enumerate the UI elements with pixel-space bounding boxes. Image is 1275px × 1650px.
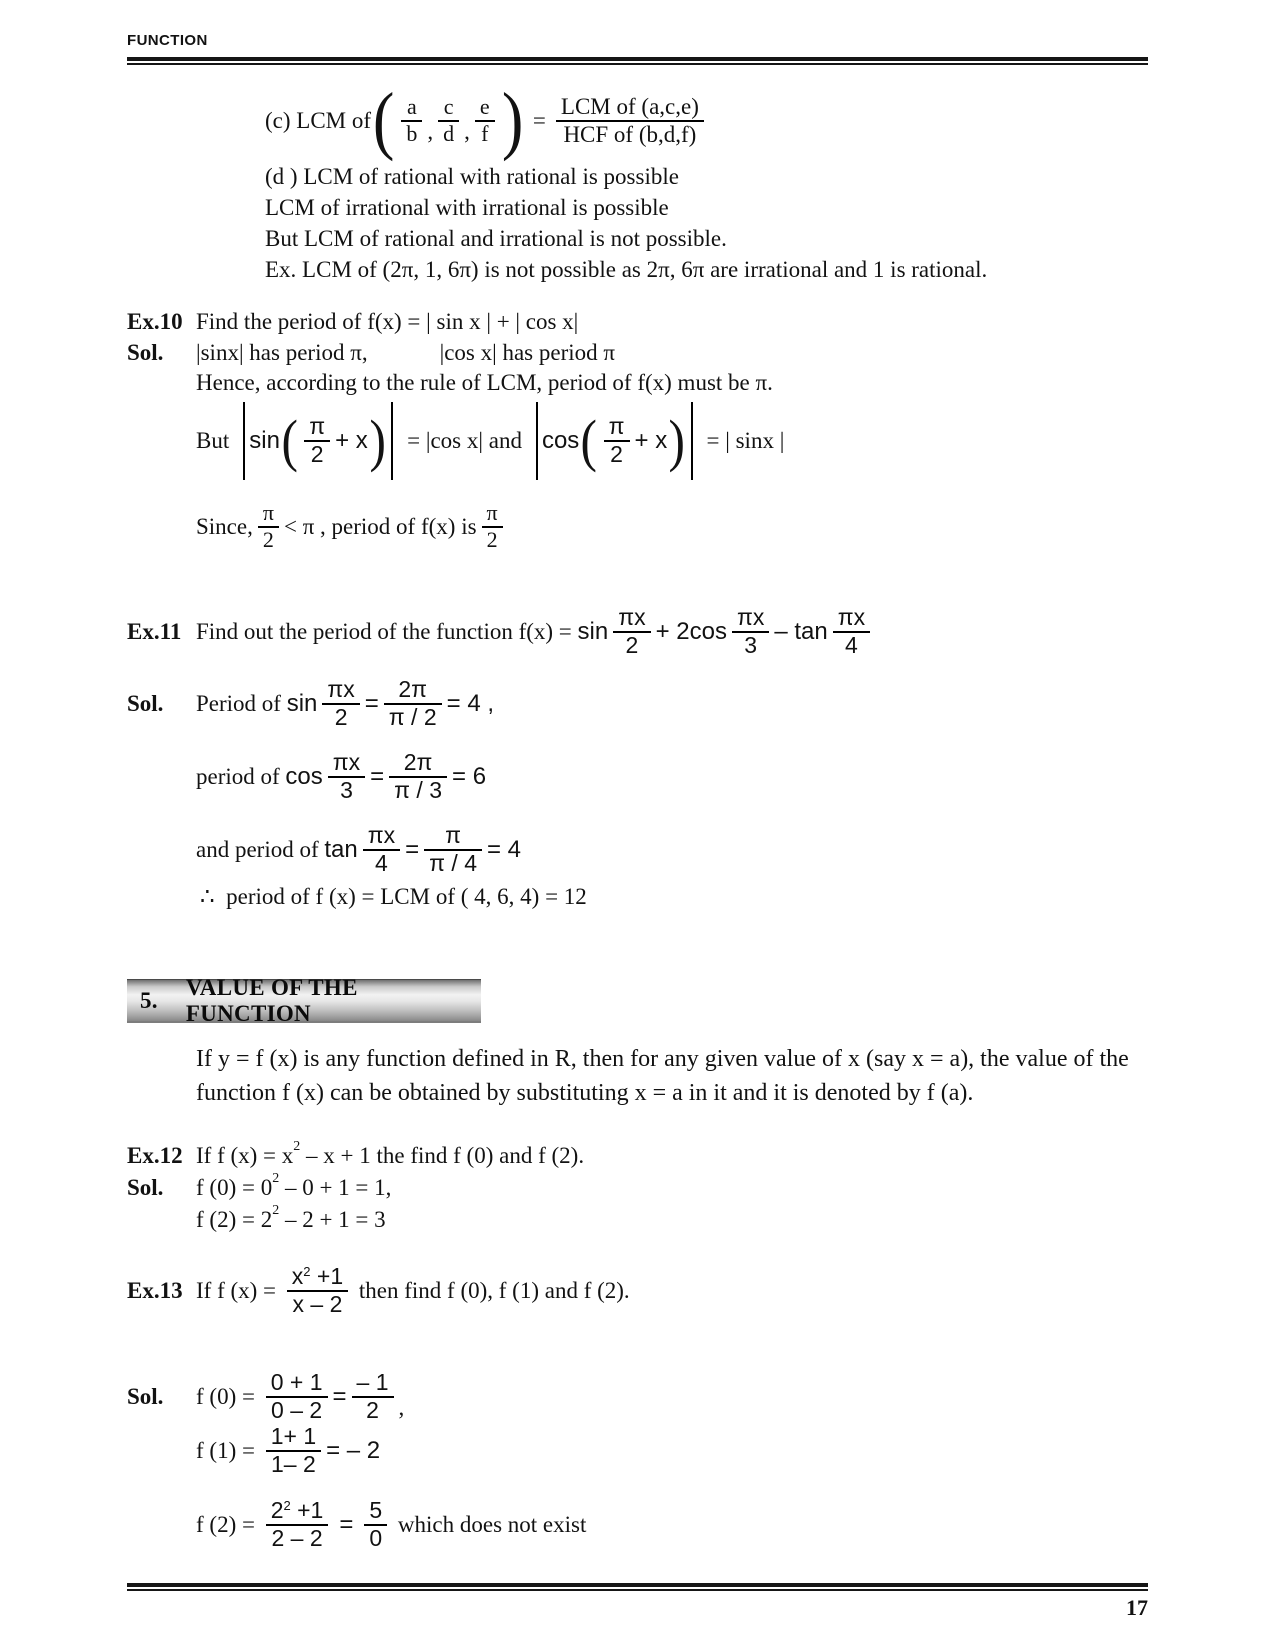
num-post: +1 (310, 1263, 344, 1290)
fraction-22plus1-2minus2: $\frac{2^2 +1}{2 - 2}$ (266, 1498, 329, 1552)
sol-label: Sol. (127, 1384, 164, 1409)
exponent: 2 (272, 1203, 280, 1218)
f2-note: which does not exist (392, 1512, 587, 1537)
equals-sign: = (364, 690, 379, 717)
sol-label: Sol. (127, 340, 164, 365)
ex10-sol-b: |cos x| has period π (439, 340, 615, 365)
cos-fn: cos (285, 763, 323, 790)
ex11-sol-line1 (127, 673, 494, 735)
therefore-line: ∴ period of f (x) = LCM of ( 4, 6, 4) = 12 (200, 884, 587, 909)
num-post: +1 (290, 1497, 324, 1524)
fraction-2pi-pi3: $\frac{2\pi}{\pi / 3}$ (389, 750, 447, 804)
ex13-label: Ex.13 (127, 1278, 183, 1303)
ex11-label: Ex.11 (127, 619, 182, 644)
ex11-question-row (127, 601, 875, 663)
ex12-s1-pre: f (0) = 0 (196, 1175, 273, 1200)
note-line: Ex. LCM of (2π, 1, 6π) is not possible as 2π, 6π are irrational and 1 is rational. (265, 257, 988, 282)
ex10-since-row (196, 496, 508, 558)
close-paren: ) (668, 408, 686, 474)
formula-c-prefix: (c) LCM of (265, 108, 372, 133)
ex11-sol-line3 (196, 819, 521, 881)
ex13-sol-f1-row (196, 1418, 380, 1484)
note-line: (d ) LCM of rational with rational is possible (265, 164, 679, 189)
but-mid: = |cos x| and (407, 428, 522, 453)
ex10-hence-row (196, 370, 773, 396)
close-paren: ) (501, 78, 524, 163)
note-line: But LCM of rational and irrational is not possible. (265, 226, 727, 251)
section5-title: VALUE OF THE FUNCTION (185, 974, 358, 1026)
section5-number: 5. (140, 987, 158, 1013)
ex10-but-formula (196, 399, 784, 483)
equals-sign: = (332, 1383, 347, 1410)
equals-sign: = (405, 836, 420, 863)
since-word: Since, (196, 514, 253, 539)
ex12-q-post: – x + 1 the find f (0) and f (2). (300, 1143, 585, 1168)
footer-rule-thick (127, 1583, 1148, 1587)
ex13-q-post: then find f (0), f (1) and f (2). (353, 1278, 630, 1303)
comma: , (398, 1395, 405, 1420)
fraction-a-b: $\frac{a}{b}$ (401, 95, 422, 146)
equals-sign: = (339, 1511, 354, 1538)
open-paren: ( (372, 78, 395, 163)
exponent: 2 (283, 1498, 291, 1514)
footer-rule-thin (127, 1589, 1148, 1591)
ex10-question-row (127, 309, 578, 335)
ex13-q-pre: If f (x) = (196, 1278, 282, 1303)
ex12-label: Ex.12 (127, 1143, 183, 1168)
open-paren: ( (580, 408, 598, 474)
ex12-sol-row2 (196, 1203, 386, 1233)
fraction-1plus1-1minus2: $\frac{1+ 1}{1- 2}$ (266, 1424, 321, 1478)
ex13-sol-f2-row (196, 1490, 586, 1560)
ex10-label: Ex.10 (127, 309, 183, 334)
exponent: 2 (272, 1171, 280, 1186)
comma: , (464, 119, 470, 144)
fraction-pix-3: $\frac{\pi x}{3}$ (732, 605, 769, 659)
num-base: 2 (270, 1497, 284, 1524)
fraction-c-d: $\frac{c}{d}$ (438, 95, 459, 146)
footer-rule (127, 1583, 1148, 1591)
since-mid: < π , period of f(x) is (283, 514, 477, 539)
f1-pre: f (1) = (196, 1438, 261, 1463)
f0-pre: f (0) = (196, 1384, 261, 1409)
period-of-text: Period of (196, 691, 287, 716)
ex11-question-text: Find out the period of the function f(x) = (196, 619, 578, 644)
fraction-lcm-hcf: $\frac{\text{LCM of (a,c,e)}}{\text{HCF of (b,d,f)}}$ (556, 94, 704, 148)
f2-pre: f (2) = (196, 1512, 261, 1537)
page-number: 17 (1126, 1595, 1148, 1620)
fraction-pi-2: $\frac{\pi}{2}$ (258, 501, 279, 552)
ex12-sol-row1 (127, 1171, 392, 1201)
note-line: LCM of irrational with irrational is possible (265, 195, 669, 220)
ex10-sol-a: |sinx| has period π, (196, 340, 368, 365)
fraction-e-f: $\frac{e}{f}$ (475, 95, 495, 146)
fraction-0plus1-0minus2: $\frac{0 + 1}{0 - 2}$ (266, 1370, 328, 1424)
equals-sign: = (370, 763, 385, 790)
fraction-x2plus1-xminus2: $\frac{x^2 +1}{x - 2}$ (287, 1264, 348, 1318)
but-tail: = | sinx | (706, 428, 785, 453)
num-base: x (291, 1263, 304, 1290)
result-4: = 4 (487, 836, 522, 863)
ex12-s1-post: – 0 + 1 = 1, (279, 1175, 392, 1200)
fraction-5-0: $\frac{5}{0}$ (364, 1498, 387, 1552)
ex12-question-row (127, 1139, 585, 1169)
ex12-s2-post: – 2 + 1 = 3 (279, 1207, 386, 1232)
fraction-pi-pi4: $\frac{\pi}{\pi / 4}$ (424, 823, 482, 877)
fraction-pix-2: $\frac{\pi x}{2}$ (322, 677, 359, 731)
fraction-pi-2: $\frac{\pi}{2}$ (304, 414, 330, 468)
page-header-label: FUNCTION (127, 32, 208, 49)
ex11-therefore-row (200, 884, 587, 910)
result-6: = 6 (452, 763, 487, 790)
header-rule (127, 57, 1148, 65)
ex11-sol-line2 (196, 746, 486, 808)
header-rule-thick (127, 57, 1148, 61)
fraction-pix-4: $\frac{\pi x}{4}$ (363, 823, 400, 877)
sin-fn: sin (249, 427, 280, 454)
period-of-text: period of (196, 764, 286, 789)
abs-bar (536, 402, 538, 480)
fraction-pix-3: $\frac{\pi x}{3}$ (328, 750, 365, 804)
fraction-pi-2: $\frac{\pi}{2}$ (482, 501, 503, 552)
sin-fn: sin (577, 618, 609, 645)
fraction-pix-2: $\frac{\pi x}{2}$ (613, 605, 650, 659)
ex12-q-pre: If f (x) = x (196, 1143, 294, 1168)
notes-d-block (265, 161, 987, 285)
value-paragraph-line1: If y = f (x) is any function defined in R, then for any given value of x (say x = a), the value of the (196, 1046, 1129, 1072)
result-4: = 4 , (446, 690, 495, 717)
equals-sign: = (532, 108, 546, 133)
tan-fn: tan (324, 836, 358, 863)
header-rule-thin (127, 63, 1148, 65)
ex10-question: Find the period of f(x) = | sin x | + | cos x| (196, 309, 579, 334)
cos-fn: cos (541, 427, 580, 454)
ex10-sol-row (127, 340, 615, 366)
sin-fn: sin (286, 690, 318, 717)
ex12-s2-pre: f (2) = 2 (196, 1207, 273, 1232)
value-paragraph-line2: function f (x) can be obtained by substituting x = a in it and it is denoted by f (a). (196, 1080, 974, 1106)
abs-bar (391, 402, 393, 480)
but-word: But (196, 428, 230, 453)
comma: , (427, 119, 434, 144)
plus-2cos: + 2cos (655, 618, 727, 645)
fraction-2pi-pi2: $\frac{2\pi}{\pi / 2}$ (384, 677, 442, 731)
ex10-hence: Hence, according to the rule of LCM, period of f(x) must be π. (196, 370, 773, 395)
close-paren: ) (369, 408, 386, 474)
result-minus2: = – 2 (326, 1437, 381, 1464)
sol-label: Sol. (127, 1175, 164, 1200)
open-paren: ( (281, 408, 298, 474)
plus-x: + x (335, 427, 368, 454)
formula-lcm-c (265, 74, 709, 168)
exponent: 2 (303, 1264, 311, 1280)
abs-bar (243, 402, 245, 480)
abs-bar (691, 402, 693, 480)
sol-label: Sol. (127, 691, 164, 716)
ex13-question-row (127, 1258, 630, 1324)
fraction-pi-2: $\frac{\pi}{2}$ (604, 414, 630, 468)
fraction-pix-4: $\frac{\pi x}{4}$ (833, 605, 870, 659)
minus-tan: – tan (774, 618, 828, 645)
and-period-of-text: and period of (196, 837, 325, 862)
section5-heading-bar (127, 974, 481, 1026)
exponent: 2 (293, 1139, 301, 1154)
fraction-minus1-2: $\frac{- 1}{2}$ (352, 1370, 394, 1424)
plus-x: + x (634, 427, 668, 454)
